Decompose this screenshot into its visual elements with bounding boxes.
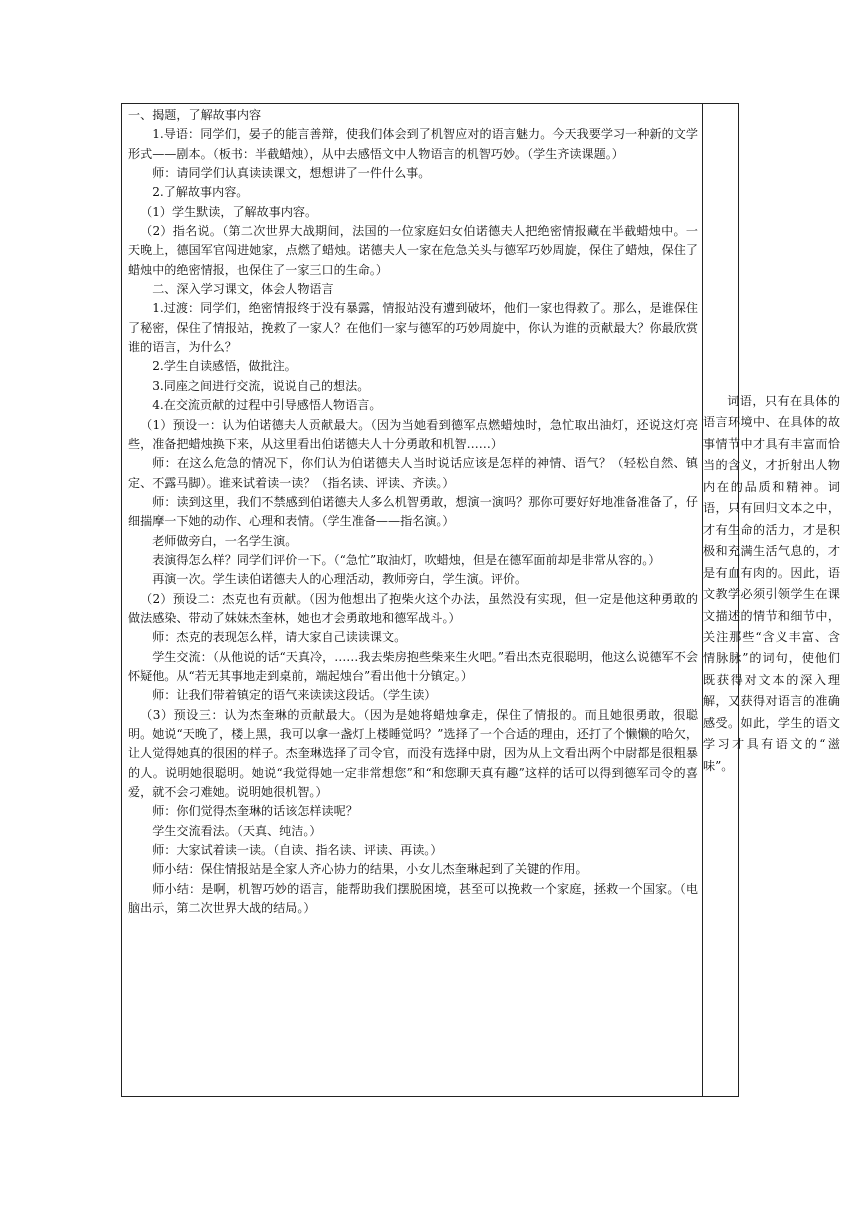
lesson-paragraph: 2.了解故事内容。 [152, 185, 249, 200]
lesson-paragraph: （2）预设二：杰克也有贡献。（因为他想出了抱柴火这个办法，虽然没有实现，但一定是他这种勇敢的做法感染、带动了妹妹杰奎林，她也才会勇敢地和德军战斗。） [128, 591, 698, 625]
lesson-paragraph: （1）学生默读，了解故事内容。 [140, 204, 318, 219]
lesson-paragraph: 师：请同学们认真读读课文，想想讲了一件什么事。 [152, 166, 431, 181]
lesson-paragraph: 2.学生自读感悟，做批注。 [152, 359, 297, 374]
lesson-paragraph: 师：让我们带着镇定的语气来读读这段话。（学生读） [152, 688, 437, 703]
lesson-paragraph: 再演一次。学生读伯诺德夫人的心理活动，教师旁白，学生演。评价。 [152, 572, 528, 587]
lesson-paragraph: 师：你们觉得杰奎琳的话该怎样读呢？ [152, 804, 358, 819]
lesson-paragraph: 二、深入学习课文，体会人物语言 [152, 282, 334, 297]
lesson-paragraph: （2）指名说。（第二次世界大战期间，法国的一位家庭妇女伯诺德夫人把绝密情报藏在半截蜡烛中。一天晚上，德国军官闯进她家，点燃了蜡烛。诺德夫人一家在危急关头与德军巧妙周旋，保住了蜡烛，保住了蜡烛中的绝密情报，也保住了一家三口的生命。） [128, 224, 698, 277]
lesson-paragraph: 师小结：是啊，机智巧妙的语言，能帮助我们摆脱困境，甚至可以挽救一个家庭，拯救一个国家。（电脑出示，第二次世界大战的结局。） [128, 881, 698, 916]
lesson-paragraph: 学生交流：（从他说的话“天真冷，……我去柴房抱些柴来生火吧。”看出杰克很聪明，他这么说德军不会怀疑他。从“若无其事地走到桌前，端起烛台”看出他十分镇定。） [128, 649, 698, 683]
lesson-paragraph: 师：读到这里，我们不禁感到伯诺德夫人多么机智勇敢，想演一演吗？那你可要好好地准备准备了，仔细揣摩一下她的动作、心理和表情。（学生准备——指名演。） [128, 494, 698, 529]
lesson-paragraph: 1.导语：同学们，晏子的能言善辩，使我们体会到了机智应对的语言魅力。今天我要学习一种新的文学形式——剧本。（板书：半截蜡烛），从中去感悟文中人物语言的机智巧妙。（学生齐读课题。） [128, 127, 698, 161]
lesson-paragraph: 学生交流看法。（天真、纯洁。） [152, 823, 322, 838]
lesson-paragraph: 表演得怎么样？同学们评价一下。（“急忙”取油灯，吹蜡烛，但是在德军面前却是非常从容的。） [152, 552, 661, 567]
lesson-paragraph: 师：杰克的表现怎么样，请大家自己读读课文。 [152, 630, 407, 645]
lesson-paragraph: 3.同座之间进行交流，说说自己的想法。 [152, 378, 370, 393]
lesson-paragraph: 师：在这么危急的情况下，你们认为伯诺德夫人当时说话应该是怎样的神情、语气？（轻松自然、镇定、不露马脚）。谁来试着读一读？（指名读、评读、齐读。） [128, 456, 698, 490]
design-note-text: 词语，只有在具体的语言环境中、在具体的故事情节中才具有丰富而恰当的含义，才折射出人物内在的品质和精神。词语，只有回归文本之中，才有生命的活力，才是积极和充满生活气息的，才是有血有肉的。因此，语文教学必须引领学生在课文描述的情节和细节中，关注那些“含义丰富、含情脉脉”的词句，使他们既获得对文本的深入理解，又获得对语言的准确感受。如此，学生的语文学习才具有语文的“滋味”。 [703, 394, 840, 773]
lesson-paragraph: （3）预设三：认为杰奎琳的贡献最大。（因为是她将蜡烛拿走，保住了情报的。而且她很勇敢，很聪明。她说“天晚了，楼上黑，我可以拿一盏灯上楼睡觉吗？”选择了一个合适的理由，还打了个懒懒的哈欠，让人觉得她真的很困的样子。杰奎琳选择了司令官，而没有选择中尉，因为从上文看出两个中尉都是很粗暴的人。说明她很聪明。她说“我觉得她一定非常想您”和“和您聊天真有趣”这样的话可以得到德军司令的喜爱，就不会刁难她。说明她很机智。） [128, 707, 698, 800]
lesson-paragraph: 老师做旁白，一名学生演。 [152, 533, 298, 548]
teaching-process-cell [122, 104, 702, 918]
lesson-paragraph: 一、揭题，了解故事内容 [128, 108, 262, 122]
design-note-cell [703, 391, 840, 777]
lesson-paragraph: （1）预设一：认为伯诺德夫人贡献最大。（因为当她看到德军点燃蜡烛时，急忙取出油灯，还说这灯亮些，准备把蜡烛换下来，从这里看出伯诺德夫人十分勇敢和机智……） [128, 417, 698, 451]
lesson-paragraph: 师小结：保住情报站是全家人齐心协力的结果，小女儿杰奎琳起到了关键的作用。 [152, 862, 588, 877]
lesson-paragraph: 1.过渡：同学们，绝密情报终于没有暴露，情报站没有遭到破坏，他们一家也得救了。那么，是谁保住了秘密，保住了情报站，挽救了一家人？在他们一家与德军的巧妙周旋中，你认为谁的贡献最大？你最欣赏谁的语言，为什么？ [128, 301, 698, 355]
lesson-paragraph: 师：大家试着读一读。（自读、指名读、评读、再读。） [152, 843, 443, 858]
lesson-paragraph: 4.在交流贡献的过程中引导感悟人物语言。 [152, 398, 382, 413]
lesson-table [121, 103, 840, 1097]
